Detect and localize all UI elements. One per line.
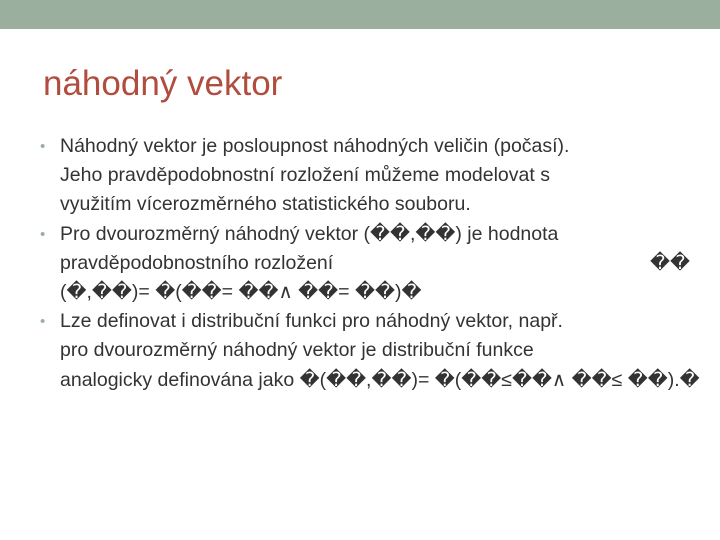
bullet-dot-icon: • bbox=[40, 138, 46, 155]
bullet-line: pro dvourozměrný náhodný vektor je distribuční funkce bbox=[60, 339, 534, 362]
bullet-line: využitím vícerozměrného statistického souboru. bbox=[60, 193, 471, 216]
bullet-line: Lze definovat i distribuční funkci pro náhodný vektor, např. bbox=[60, 310, 563, 333]
bullet-line: Náhodný vektor je posloupnost náhodných veličin (počasí). bbox=[60, 135, 570, 157]
bullet-item bbox=[40, 220, 700, 308]
bullet-line: (�,��)= �(��= ��∧ ��= ��)� bbox=[60, 281, 422, 304]
bullet-line-right: �� bbox=[650, 251, 690, 274]
bullet-line-split bbox=[60, 249, 690, 278]
bullet-line: Jeho pravděpodobnostní rozložení můžeme modelovat s bbox=[60, 164, 550, 187]
bullet-line-left: pravděpodobnostního rozložení bbox=[60, 251, 334, 274]
slide-body bbox=[40, 132, 700, 395]
bullet-line: analogicky definována jako �(��,��)= �(��≤��∧ ��≤ ��).� bbox=[60, 368, 700, 391]
bullet-dot-icon: • bbox=[40, 225, 46, 243]
bullet-dot-icon: • bbox=[40, 313, 46, 331]
slide-title: náhodný vektor bbox=[43, 64, 283, 103]
bullet-item bbox=[40, 132, 700, 220]
bullet-line: Pro dvourozměrný náhodný vektor (��,��) je hodnota bbox=[60, 222, 559, 245]
bullet-item bbox=[40, 307, 700, 395]
top-color-band bbox=[0, 0, 720, 29]
